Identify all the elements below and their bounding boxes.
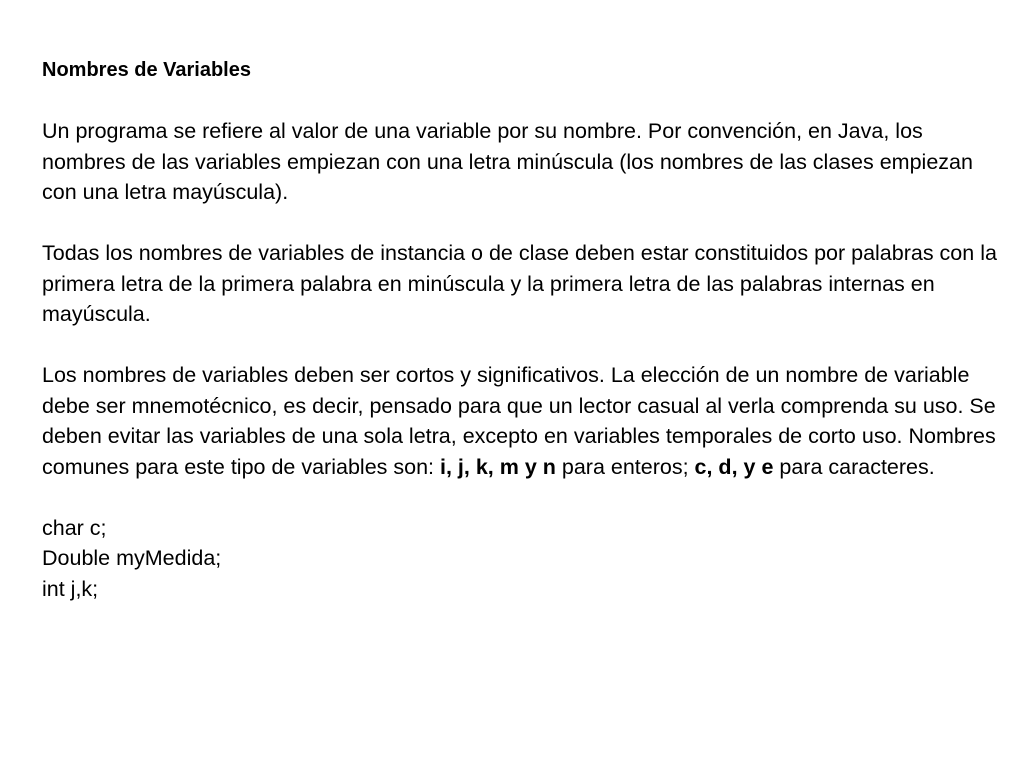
code-example xyxy=(42,513,1002,605)
code-line-int: int j,k; xyxy=(42,576,99,601)
slide-content xyxy=(42,55,1002,604)
paragraph-short-names-end: para caracteres. xyxy=(773,454,935,479)
code-line-double: Double myMedida; xyxy=(42,546,222,570)
slide-title: Nombres de Variables xyxy=(42,59,251,81)
code-line-char: char c; xyxy=(42,515,107,540)
paragraph-naming-rules: Todas los nombres de variables de instancia o de clase deben estar constituidos por palabras con la primera letra de la primera palabra en minúscula y la primera letra de las palabras internas en mayúscula. xyxy=(42,241,997,326)
paragraph-short-names-text: Los nombres de variables deben ser cortos y significativos. La elección de un nombre de variable debe ser mnemotécnico, es decir, pensado para que un lector casual al verla comprenda su uso. Se deben evitar las variables de una sola letra, excepto en variables temporales de corto uso. Nombres comunes para este tipo de variables son: xyxy=(42,363,996,479)
paragraph-short-names xyxy=(42,360,1002,482)
paragraph-short-names-mid: para enteros; xyxy=(555,454,695,479)
paragraph-intro: Un programa se refiere al valor de una variable por su nombre. Por convención, en Java, los nombres de las variables empiezan con una letra minúscula (los nombres de las clases empiezan con una letra mayúscula). xyxy=(42,119,973,204)
char-vars-bold: c, d, y e xyxy=(694,454,774,479)
integer-vars-bold: i, j, k, m y n xyxy=(439,454,556,479)
